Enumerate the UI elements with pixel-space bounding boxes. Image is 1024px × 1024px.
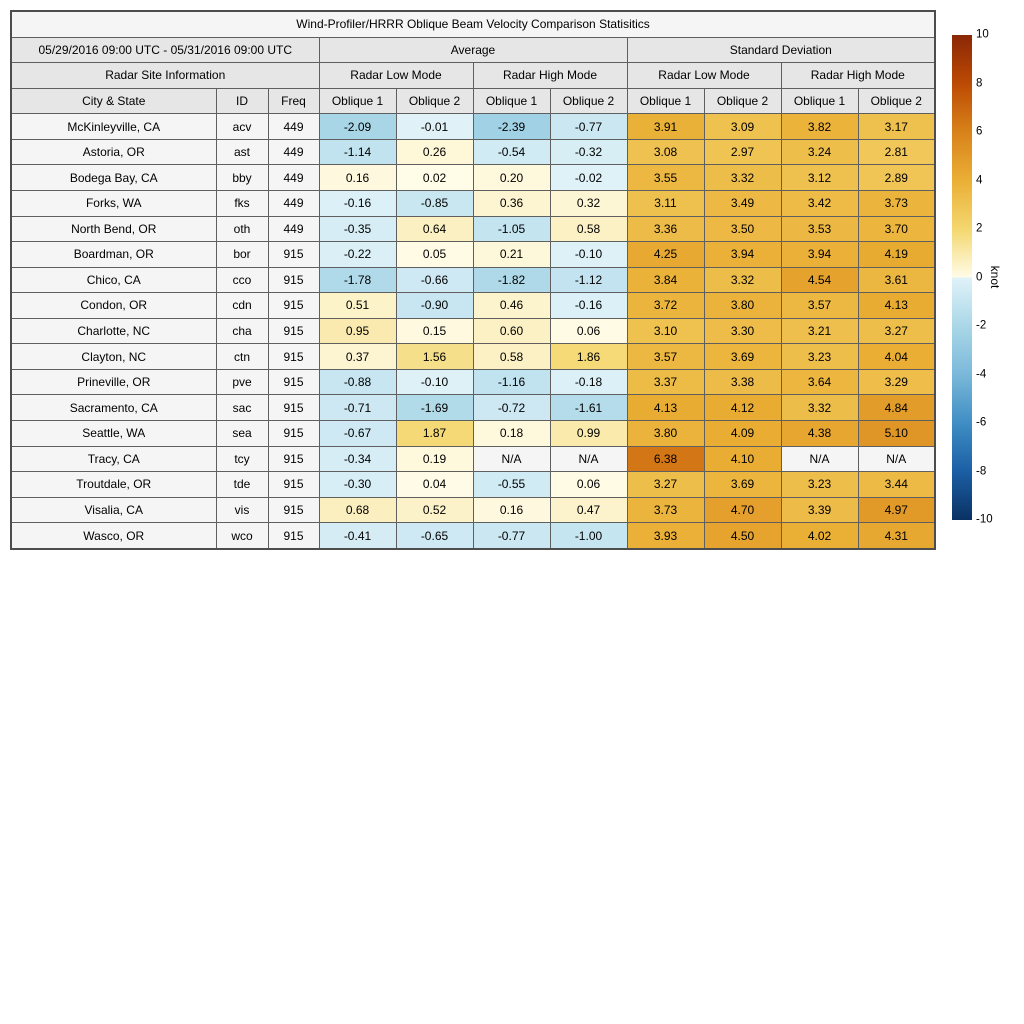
value-cell: -2.39 [473, 114, 550, 140]
table-row [11, 369, 935, 395]
value-cell: 3.10 [627, 318, 704, 344]
value-cell: -0.77 [550, 114, 627, 140]
value-cell: -0.10 [396, 369, 473, 395]
value-cell: 3.36 [627, 216, 704, 242]
value-cell: 4.31 [858, 523, 935, 549]
value-cell: 1.87 [396, 421, 473, 447]
freq-cell: 915 [268, 446, 319, 472]
value-cell: N/A [550, 446, 627, 472]
value-cell: 4.19 [858, 242, 935, 268]
freq-cell: 449 [268, 114, 319, 140]
value-cell: 0.52 [396, 497, 473, 523]
header-avg-radar-high-mode: Radar High Mode [473, 63, 627, 89]
table-row [11, 497, 935, 523]
value-cell: 0.68 [319, 497, 396, 523]
city-cell: Chico, CA [11, 267, 216, 293]
value-cell: 4.97 [858, 497, 935, 523]
value-cell: 3.73 [627, 497, 704, 523]
value-cell: 3.80 [704, 293, 781, 319]
table-body [11, 114, 935, 549]
colorbar-tick-label: -10 [976, 513, 993, 526]
value-cell: 0.95 [319, 318, 396, 344]
value-cell: -1.16 [473, 369, 550, 395]
value-cell: 0.06 [550, 318, 627, 344]
colorbar-tick-label: 8 [976, 76, 983, 89]
value-cell: 3.73 [858, 190, 935, 216]
value-cell: 3.50 [704, 216, 781, 242]
value-cell: 2.81 [858, 139, 935, 165]
colorbar-tick-label: -4 [976, 367, 987, 380]
value-cell: 3.64 [781, 369, 858, 395]
value-cell: 3.32 [704, 267, 781, 293]
header-std-radar-low-mode: Radar Low Mode [627, 63, 781, 89]
value-cell: 3.93 [627, 523, 704, 549]
city-cell: Forks, WA [11, 190, 216, 216]
id-cell: pve [216, 369, 268, 395]
value-cell: 3.91 [627, 114, 704, 140]
city-cell: McKinleyville, CA [11, 114, 216, 140]
value-cell: 0.60 [473, 318, 550, 344]
value-cell: 3.57 [627, 344, 704, 370]
value-cell: 0.06 [550, 472, 627, 498]
value-cell: 3.12 [781, 165, 858, 191]
table-row [11, 114, 935, 140]
city-cell: Seattle, WA [11, 421, 216, 447]
id-cell: bby [216, 165, 268, 191]
value-cell: -0.22 [319, 242, 396, 268]
id-cell: vis [216, 497, 268, 523]
value-cell: -0.54 [473, 139, 550, 165]
value-cell: 4.25 [627, 242, 704, 268]
header-oblique1: Oblique 1 [781, 88, 858, 114]
value-cell: -1.05 [473, 216, 550, 242]
freq-cell: 449 [268, 216, 319, 242]
id-cell: bor [216, 242, 268, 268]
freq-cell: 915 [268, 267, 319, 293]
value-cell: 1.86 [550, 344, 627, 370]
value-cell: 3.37 [627, 369, 704, 395]
value-cell: -0.10 [550, 242, 627, 268]
table-row [11, 139, 935, 165]
city-cell: Bodega Bay, CA [11, 165, 216, 191]
value-cell: 4.09 [704, 421, 781, 447]
value-cell: 0.99 [550, 421, 627, 447]
header-avg-radar-low-mode: Radar Low Mode [319, 63, 473, 89]
value-cell: 0.15 [396, 318, 473, 344]
header-std-radar-high-mode: Radar High Mode [781, 63, 935, 89]
id-cell: oth [216, 216, 268, 242]
colorbar-tick-label: -6 [976, 416, 987, 429]
table-row [11, 293, 935, 319]
value-cell: -0.18 [550, 369, 627, 395]
table-row [11, 318, 935, 344]
value-cell: -0.16 [550, 293, 627, 319]
title-row [11, 11, 935, 37]
value-cell: 3.32 [781, 395, 858, 421]
value-cell: 0.64 [396, 216, 473, 242]
value-cell: -0.34 [319, 446, 396, 472]
value-cell: -0.65 [396, 523, 473, 549]
value-cell: -1.14 [319, 139, 396, 165]
value-cell: -0.55 [473, 472, 550, 498]
id-cell: tcy [216, 446, 268, 472]
table-row [11, 395, 935, 421]
value-cell: 0.51 [319, 293, 396, 319]
value-cell: -0.02 [550, 165, 627, 191]
value-cell: 3.08 [627, 139, 704, 165]
value-cell: 4.02 [781, 523, 858, 549]
value-cell: 4.70 [704, 497, 781, 523]
value-cell: -0.30 [319, 472, 396, 498]
colorbar-tick-label: -2 [976, 319, 987, 332]
id-cell: acv [216, 114, 268, 140]
value-cell: 2.89 [858, 165, 935, 191]
value-cell: 3.49 [704, 190, 781, 216]
value-cell: -2.09 [319, 114, 396, 140]
table-row [11, 216, 935, 242]
value-cell: 4.84 [858, 395, 935, 421]
city-cell: Boardman, OR [11, 242, 216, 268]
table-row [11, 446, 935, 472]
table-row [11, 267, 935, 293]
id-cell: cco [216, 267, 268, 293]
header-freq: Freq [268, 88, 319, 114]
value-cell: -0.71 [319, 395, 396, 421]
value-cell: 3.30 [704, 318, 781, 344]
value-cell: N/A [473, 446, 550, 472]
colorbar-tick-label: -8 [976, 464, 987, 477]
value-cell: -0.32 [550, 139, 627, 165]
freq-cell: 915 [268, 242, 319, 268]
value-cell: 3.11 [627, 190, 704, 216]
colorbar-tick-label: 0 [976, 270, 983, 283]
city-cell: Troutdale, OR [11, 472, 216, 498]
value-cell: 4.12 [704, 395, 781, 421]
value-cell: 0.02 [396, 165, 473, 191]
value-cell: 0.05 [396, 242, 473, 268]
value-cell: 3.84 [627, 267, 704, 293]
value-cell: 0.58 [550, 216, 627, 242]
value-cell: -1.69 [396, 395, 473, 421]
value-cell: -1.82 [473, 267, 550, 293]
value-cell: 3.23 [781, 472, 858, 498]
value-cell: 3.69 [704, 344, 781, 370]
value-cell: 0.16 [473, 497, 550, 523]
freq-cell: 915 [268, 369, 319, 395]
value-cell: 3.29 [858, 369, 935, 395]
value-cell: 0.21 [473, 242, 550, 268]
id-cell: tde [216, 472, 268, 498]
value-cell: N/A [781, 446, 858, 472]
freq-cell: 449 [268, 190, 319, 216]
header-oblique2: Oblique 2 [396, 88, 473, 114]
table-title: Wind-Profiler/HRRR Oblique Beam Velocity Comparison Statisitics [11, 11, 935, 37]
id-cell: fks [216, 190, 268, 216]
value-cell: 4.38 [781, 421, 858, 447]
freq-cell: 915 [268, 318, 319, 344]
value-cell: 0.20 [473, 165, 550, 191]
freq-cell: 915 [268, 472, 319, 498]
value-cell: 3.57 [781, 293, 858, 319]
freq-cell: 915 [268, 523, 319, 549]
value-cell: 3.82 [781, 114, 858, 140]
id-cell: ast [216, 139, 268, 165]
value-cell: 5.10 [858, 421, 935, 447]
value-cell: 4.54 [781, 267, 858, 293]
id-cell: wco [216, 523, 268, 549]
value-cell: -1.12 [550, 267, 627, 293]
value-cell: 3.80 [627, 421, 704, 447]
value-cell: 3.55 [627, 165, 704, 191]
value-cell: 4.13 [627, 395, 704, 421]
colorbar-tick-label: 6 [976, 125, 983, 138]
value-cell: -0.01 [396, 114, 473, 140]
header-oblique2: Oblique 2 [704, 88, 781, 114]
value-cell: 3.61 [858, 267, 935, 293]
header-id: ID [216, 88, 268, 114]
id-cell: cdn [216, 293, 268, 319]
header-oblique2: Oblique 2 [550, 88, 627, 114]
group-header-row [11, 37, 935, 63]
stats-table [10, 10, 936, 550]
value-cell: 3.72 [627, 293, 704, 319]
freq-cell: 915 [268, 421, 319, 447]
value-cell: -1.00 [550, 523, 627, 549]
value-cell: -0.67 [319, 421, 396, 447]
value-cell: 4.04 [858, 344, 935, 370]
value-cell: -0.41 [319, 523, 396, 549]
header-oblique1: Oblique 1 [627, 88, 704, 114]
value-cell: 0.58 [473, 344, 550, 370]
value-cell: 0.46 [473, 293, 550, 319]
city-cell: Condon, OR [11, 293, 216, 319]
value-cell: 3.27 [858, 318, 935, 344]
value-cell: 3.32 [704, 165, 781, 191]
mode-header-row [11, 63, 935, 89]
date-range: 05/29/2016 09:00 UTC - 05/31/2016 09:00 UTC [11, 37, 319, 63]
freq-cell: 915 [268, 344, 319, 370]
city-cell: Wasco, OR [11, 523, 216, 549]
value-cell: 3.94 [704, 242, 781, 268]
value-cell: -0.88 [319, 369, 396, 395]
value-cell: 0.16 [319, 165, 396, 191]
table-row [11, 472, 935, 498]
table-row [11, 344, 935, 370]
freq-cell: 449 [268, 165, 319, 191]
value-cell: 3.39 [781, 497, 858, 523]
value-cell: 4.13 [858, 293, 935, 319]
value-cell: -0.35 [319, 216, 396, 242]
colorbar-tick-label: 10 [976, 28, 989, 41]
value-cell: -0.72 [473, 395, 550, 421]
value-cell: -0.90 [396, 293, 473, 319]
id-cell: sea [216, 421, 268, 447]
value-cell: -1.78 [319, 267, 396, 293]
id-cell: sac [216, 395, 268, 421]
value-cell: 0.36 [473, 190, 550, 216]
header-oblique1: Oblique 1 [319, 88, 396, 114]
city-cell: Prineville, OR [11, 369, 216, 395]
city-cell: North Bend, OR [11, 216, 216, 242]
value-cell: 3.69 [704, 472, 781, 498]
value-cell: -0.85 [396, 190, 473, 216]
colorbar-tick-label: 4 [976, 173, 983, 186]
value-cell: 3.24 [781, 139, 858, 165]
value-cell: -0.66 [396, 267, 473, 293]
value-cell: 4.50 [704, 523, 781, 549]
value-cell: -0.16 [319, 190, 396, 216]
freq-cell: 915 [268, 395, 319, 421]
value-cell: 3.70 [858, 216, 935, 242]
colorbar-tick-label: 2 [976, 222, 983, 235]
colorbar-axis-label: knot [988, 265, 1002, 289]
value-cell: 3.42 [781, 190, 858, 216]
value-cell: 3.27 [627, 472, 704, 498]
group-header-average: Average [319, 37, 627, 63]
value-cell: 1.56 [396, 344, 473, 370]
city-cell: Sacramento, CA [11, 395, 216, 421]
value-cell: 0.04 [396, 472, 473, 498]
table-row [11, 165, 935, 191]
value-cell: 3.38 [704, 369, 781, 395]
value-cell: N/A [858, 446, 935, 472]
header-city-state: City & State [11, 88, 216, 114]
value-cell: 0.47 [550, 497, 627, 523]
id-cell: cha [216, 318, 268, 344]
value-cell: 0.19 [396, 446, 473, 472]
value-cell: 3.17 [858, 114, 935, 140]
value-cell: 4.10 [704, 446, 781, 472]
city-cell: Charlotte, NC [11, 318, 216, 344]
city-cell: Visalia, CA [11, 497, 216, 523]
value-cell: 0.37 [319, 344, 396, 370]
value-cell: 3.21 [781, 318, 858, 344]
value-cell: 0.26 [396, 139, 473, 165]
value-cell: 3.44 [858, 472, 935, 498]
value-cell: 0.18 [473, 421, 550, 447]
freq-cell: 915 [268, 497, 319, 523]
value-cell: 3.23 [781, 344, 858, 370]
id-cell: ctn [216, 344, 268, 370]
header-radar-site-information: Radar Site Information [11, 63, 319, 89]
group-header-std-deviation: Standard Deviation [627, 37, 935, 63]
column-header-row [11, 88, 935, 114]
value-cell: -1.61 [550, 395, 627, 421]
city-cell: Tracy, CA [11, 446, 216, 472]
header-oblique1: Oblique 1 [473, 88, 550, 114]
value-cell: -0.77 [473, 523, 550, 549]
value-cell: 3.09 [704, 114, 781, 140]
table-row [11, 242, 935, 268]
value-cell: 3.94 [781, 242, 858, 268]
freq-cell: 915 [268, 293, 319, 319]
value-cell: 2.97 [704, 139, 781, 165]
value-cell: 6.38 [627, 446, 704, 472]
table-row [11, 190, 935, 216]
freq-cell: 449 [268, 139, 319, 165]
value-cell: 0.32 [550, 190, 627, 216]
city-cell: Clayton, NC [11, 344, 216, 370]
value-cell: 3.53 [781, 216, 858, 242]
table-row [11, 421, 935, 447]
city-cell: Astoria, OR [11, 139, 216, 165]
colorbar [952, 35, 972, 520]
header-oblique2: Oblique 2 [858, 88, 935, 114]
table-row [11, 523, 935, 549]
